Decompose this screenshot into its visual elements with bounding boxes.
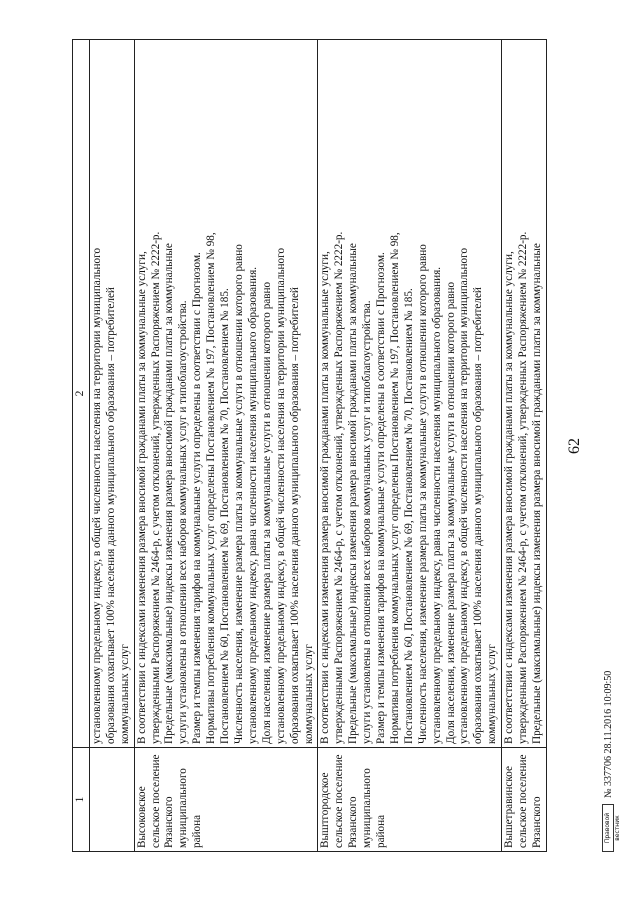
text-line: Предельные (максимальные) индексы изменения размера вносимой гражданами платы за коммунальные: [163, 243, 176, 744]
text-line: установленному предельному индексу, в общей численности населения на территории муниципального: [458, 247, 471, 744]
document-table: [72, 39, 547, 852]
text-line: коммунальных услуг: [486, 644, 499, 744]
text-line: Нормативы потребления коммунальных услуг определены Постановлением № 197, Постановлением № 98,: [388, 232, 401, 744]
municipality-cell: Выштгородское сельское поселение Рязанского муниципального района: [318, 748, 502, 852]
text-line: В соответствии с индексами изменения размера вносимой гражданами платы за коммунальные услуги,: [319, 251, 332, 744]
page-number: 62: [566, 438, 583, 454]
text-line: образования охватывает 100% населения данного муниципального образования – потребителей: [472, 287, 485, 744]
text-line: установленному предельному индексу, в общей численности населения на территории муниципального: [274, 247, 287, 744]
text-line: Доля населения, изменение размера платы за коммунальные услуги в отношении которого равно: [260, 281, 273, 744]
rotated-page: [56, 40, 621, 852]
description-cell: [318, 40, 502, 748]
description-cell: [134, 40, 318, 748]
text-line: Численность населения, изменение размера платы за коммунальные услуги в отношении которого равно: [232, 244, 245, 744]
table-row: [318, 40, 502, 852]
text-line: утвержденными Распоряжением № 2464-р, с учетом отклонений, утвержденных Распоряжением № 2222-р.: [149, 231, 162, 744]
text-line: коммунальных услуг: [302, 644, 315, 744]
continuation-municipality-cell: [89, 748, 134, 852]
text-line: услуги установлены в отношении всех наборов коммунальных услуг и типоблагоустройства.: [361, 300, 374, 744]
registration-stamp: [602, 670, 621, 852]
text-line: утвержденными Распоряжением № 2464-р, с учетом отклонений, утвержденных Распоряжением № 2222-р.: [517, 231, 530, 744]
document-id: № 337706 28.11.2016 10:09:50: [602, 670, 614, 798]
continuation-text-cell: [89, 40, 134, 748]
text-line: В соответствии с индексами изменения размера вносимой гражданами платы за коммунальные услуги,: [135, 251, 148, 744]
text-line: Постановлением № 60, Постановлением № 69, Постановлением № 70, Постановлением № 185.: [402, 288, 415, 744]
text-line: утвержденными Распоряжением № 2464-р, с учетом отклонений, утвержденных Распоряжением № 2222-р.: [333, 231, 346, 744]
stamp-logo: Правовой вестник: [602, 804, 614, 852]
text-line: услуги установлены в отношении всех наборов коммунальных услуг и типоблагоустройства.: [177, 300, 190, 744]
municipality-cell: Высоковское сельское поселение Рязанского муниципального района: [134, 748, 318, 852]
text-line: Численность населения, изменение размера платы за коммунальные услуги в отношении которого равно: [416, 244, 429, 744]
text-line: установленному предельному индексу, в общей численности населения на территории муниципального: [90, 247, 103, 744]
text-line: образования охватывает 100% населения данного муниципального образования – потребителей: [104, 287, 117, 744]
text-line: В соответствии с индексами изменения размера вносимой гражданами платы за коммунальные услуги,: [503, 251, 516, 744]
text-line: Предельные (максимальные) индексы изменения размера вносимой гражданами платы за коммунальные: [347, 243, 360, 744]
municipality-cell: Вышетравинское сельское поселение Рязанского: [502, 748, 547, 852]
text-line: установленному предельному индексу, равна численности населения муниципального образования.: [246, 266, 259, 744]
table-header-row: [73, 40, 90, 852]
column-header-1: 1: [73, 748, 90, 852]
table-row: [502, 40, 547, 852]
continuation-row: [89, 40, 134, 852]
text-line: образования охватывает 100% населения данного муниципального образования – потребителей: [288, 287, 301, 744]
text-line: Предельные (максимальные) индексы изменения размера вносимой гражданами платы за коммунальные: [531, 243, 543, 744]
text-line: коммунальных услуг: [118, 644, 131, 744]
column-header-2: 2: [73, 40, 90, 748]
table-row: [134, 40, 318, 852]
text-line: Размер и темпы изменения тарифов на коммунальные услуги определены в соответствии с Прогнозом.: [191, 252, 204, 744]
text-line: Доля населения, изменение размера платы за коммунальные услуги в отношении которого равно: [444, 281, 457, 744]
text-line: установленному предельному индексу, равна численности населения муниципального образования.: [430, 266, 443, 744]
text-line: Нормативы потребления коммунальных услуг определены Постановлением № 197, Постановлением № 98,: [205, 232, 218, 744]
description-cell: [502, 40, 547, 748]
text-line: Постановлением № 60, Постановлением № 69, Постановлением № 70, Постановлением № 185.: [219, 288, 232, 744]
text-line: Размер и темпы изменения тарифов на коммунальные услуги определены в соответствии с Прогнозом.: [375, 252, 388, 744]
